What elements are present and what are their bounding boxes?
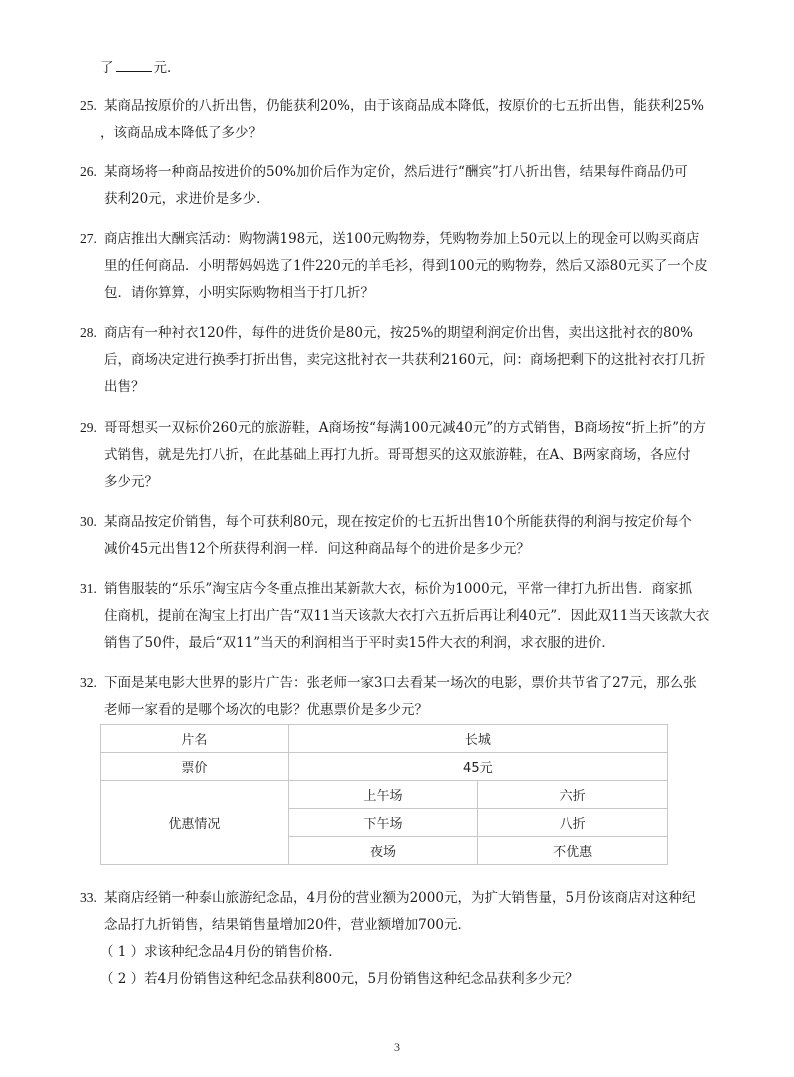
problem-subquestion: （ 2 ）若4月份销售这种纪念品获利800元，5月份销售这种纪念品获利多少元？ xyxy=(100,971,579,987)
table-cell-discount-label: 优惠情况 xyxy=(101,781,289,865)
problem-line: 获利20元，求进价是多少． xyxy=(104,191,270,207)
table-cell-session: 夜场 xyxy=(288,837,478,865)
problem-line: 下面是某电影大世界的影片广告：张老师一家3口去看某一场次的电影，票价共节省了27元，那么张 xyxy=(104,675,697,691)
problem-line: 减价45元出售12个所获得利润一样．问这种商品每个的进价是多少元？ xyxy=(104,541,530,557)
answer-blank xyxy=(116,59,152,72)
problem-line: 某商品按原价的八折出售，仍能获利20%，由于该商品成本降低，按原价的七五折出售，能获利25% xyxy=(104,98,705,114)
problem-line: 老师一家看的是哪个场次的电影？优惠票价是多少元？ xyxy=(104,702,428,718)
intro-suffix: 元． xyxy=(153,60,181,76)
table-cell-discount: 六折 xyxy=(478,781,668,809)
table-row xyxy=(101,725,668,753)
problem-line: 念品打九折销售，结果销售量增加20件，营业额增加700元． xyxy=(104,917,471,933)
problem-line: 住商机，提前在淘宝上打出广告“双11当天该款大衣打六五折后再让利40元”．因此双11当天该款大衣 xyxy=(104,608,710,624)
problem-line: 里的任何商品．小明帮妈妈选了1件220元的羊毛衫，得到100元的购物券，然后又添80元买了一个皮 xyxy=(104,258,708,274)
problem-number: 30. xyxy=(80,514,97,529)
movie-ad-table xyxy=(100,724,668,865)
page-number: 3 xyxy=(394,1040,400,1054)
problem-line: 某商品按定价销售，每个可获利80元，现在按定价的七五折出售10个所能获得的利润与按定价每个 xyxy=(104,514,692,530)
problem-line: 哥哥想买一双标价260元的旅游鞋，A商场按“每满100元减40元”的方式销售，B商场按“折上折”的方 xyxy=(104,420,706,436)
problem-line: 商店有一种衬衣120件，每件的进货价是80元，按25%的期望利润定价出售，卖出这批衬衣的80% xyxy=(104,325,693,341)
problem-number: 28. xyxy=(80,325,97,340)
intro-prefix: 了 xyxy=(100,60,114,76)
problem-line: 某商店经销一种泰山旅游纪念品，4月份的营业额为2000元，为扩大销售量，5月份该商店对这种纪 xyxy=(104,890,696,906)
intro-line xyxy=(100,58,181,78)
problem-line: 某商场将一种商品按进价的50%加价后作为定价，然后进行“酬宾”打八折出售，结果每件商品仍可 xyxy=(104,164,688,180)
problem-number: 33. xyxy=(80,890,97,905)
table-cell-price-value: 45元 xyxy=(288,753,667,781)
table-row xyxy=(101,781,668,809)
problem-number: 27. xyxy=(80,231,97,246)
problem-number: 26. xyxy=(80,164,97,179)
problem-number: 32. xyxy=(80,675,97,690)
table-cell-price-label: 票价 xyxy=(101,753,289,781)
problem-number: 25. xyxy=(80,98,97,113)
problem-subquestion: （ 1 ）求该种纪念品4月份的销售价格． xyxy=(100,944,342,960)
table-cell-name-value: 长城 xyxy=(288,725,667,753)
problem-line: 包．请你算算，小明实际购物相当于打几折？ xyxy=(104,285,374,301)
problem-line: ，该商品成本降低了多少？ xyxy=(100,125,262,141)
table-row xyxy=(101,753,668,781)
table-cell-session: 下午场 xyxy=(288,809,478,837)
table-cell-discount: 八折 xyxy=(478,809,668,837)
problem-line: 商店推出大酬宾活动：购物满198元，送100元购物券，凭购物券加上50元以上的现金可以购买商店 xyxy=(104,231,700,247)
problem-line: 出售？ xyxy=(104,379,145,395)
problem-line: 后，商场决定进行换季打折出售，卖完这批衬衣一共获利2160元，问：商场把剩下的这批衬衣打几折 xyxy=(104,352,706,368)
table-cell-name-label: 片名 xyxy=(101,725,289,753)
problem-line: 多少元？ xyxy=(104,474,158,490)
problem-line: 式销售，就是先打八折，在此基础上再打九折。哥哥想买的这双旅游鞋，在A、B两家商场，各应付 xyxy=(104,447,691,463)
table-cell-session: 上午场 xyxy=(288,781,478,809)
problem-number: 31. xyxy=(80,581,97,596)
problem-line: 销售了50件，最后“双11”当天的利润相当于平时卖15件大衣的利润，求衣服的进价． xyxy=(104,635,615,651)
problem-line: 销售服装的“乐乐”淘宝店今冬重点推出某新款大衣，标价为1000元，平常一律打九折出售．商家抓 xyxy=(104,581,693,597)
table-cell-discount: 不优惠 xyxy=(478,837,668,865)
problem-number: 29. xyxy=(80,420,97,435)
